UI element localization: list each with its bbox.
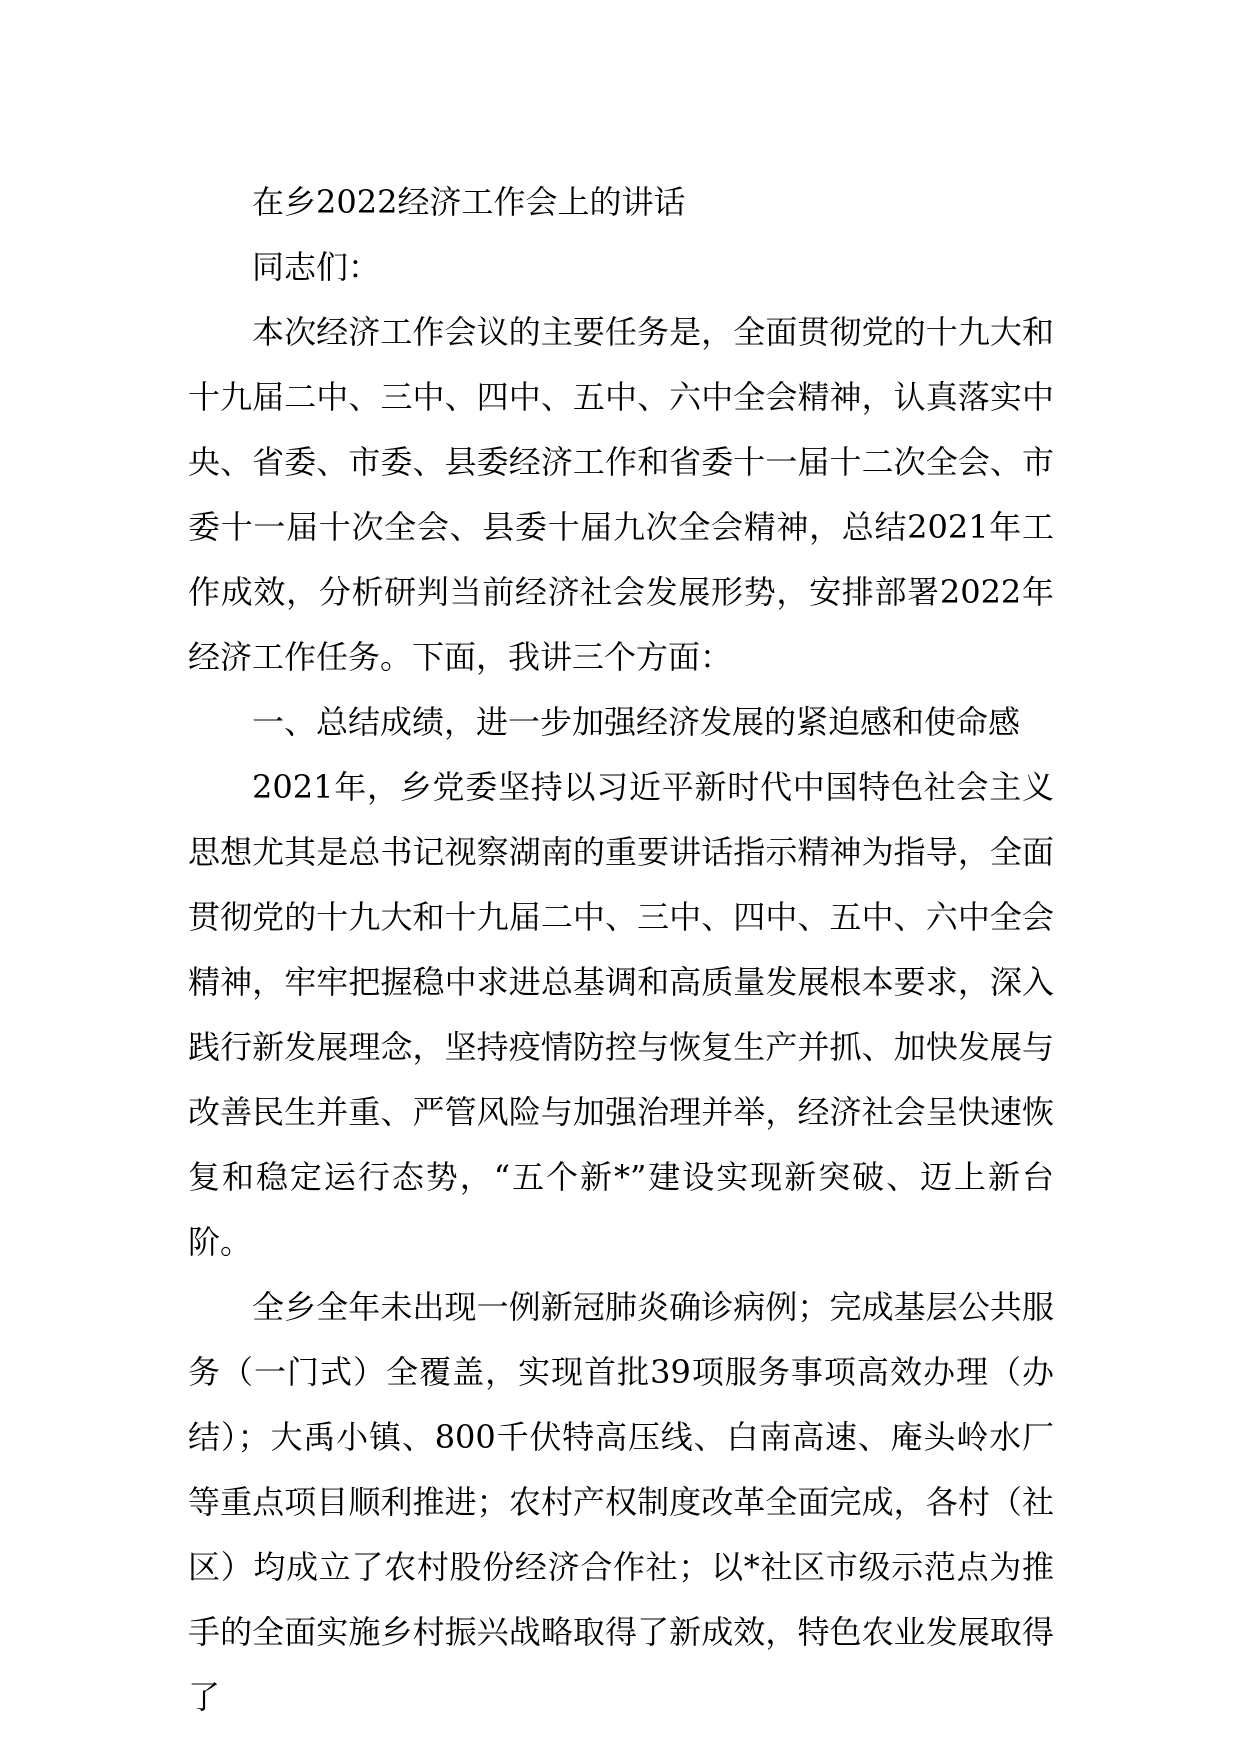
paragraph-3: 全乡全年未出现一例新冠肺炎确诊病例；完成基层公共服务（一门式）全覆盖，实现首批39项服务事项高效办理（办结）；大禹小镇、800千伏特高压线、白南高速、庵头岭水厂等重点项目顺利推进；农村产权制度改革全面完成，各村（社区）均成立了农村股份经济合作社；以*社区市级示范点为推手的全面实施乡村振兴战略取得了新成效，特色农业发展取得了 xyxy=(188,1288,1054,1716)
paragraph-1: 本次经济工作会议的主要任务是，全面贯彻党的十九大和十九届二中、三中、四中、五中、六中全会精神，认真落实中央、省委、市委、县委经济工作和省委十一届十二次全会、市委十一届十次全会、县委十届九次全会精神，总结2021年工作成效，分析研判当前经济社会发展形势，安排部署2022年经济工作任务。下面，我讲三个方面： xyxy=(188,313,1054,676)
section-heading-1: 一、总结成绩，进一步加强经济发展的紧迫感和使命感 xyxy=(252,703,1021,741)
document-page xyxy=(188,170,1054,1730)
salutation: 同志们： xyxy=(252,248,381,286)
paragraph-2: 2021年，乡党委坚持以习近平新时代中国特色社会主义思想尤其是总书记视察湖南的重要讲话指示精神为指导，全面贯彻党的十九大和十九届二中、三中、四中、五中、六中全会精神，牢牢把握稳中求进总基调和高质量发展根本要求，深入践行新发展理念，坚持疫情防控与恢复生产并抓、加快发展与改善民生并重、严管风险与加强治理并举，经济社会呈快速恢复和稳定运行态势，“五个新*”建设实现新突破、迈上新台阶。 xyxy=(188,768,1054,1261)
document-title: 在乡2022经济工作会上的讲话 xyxy=(252,183,686,221)
